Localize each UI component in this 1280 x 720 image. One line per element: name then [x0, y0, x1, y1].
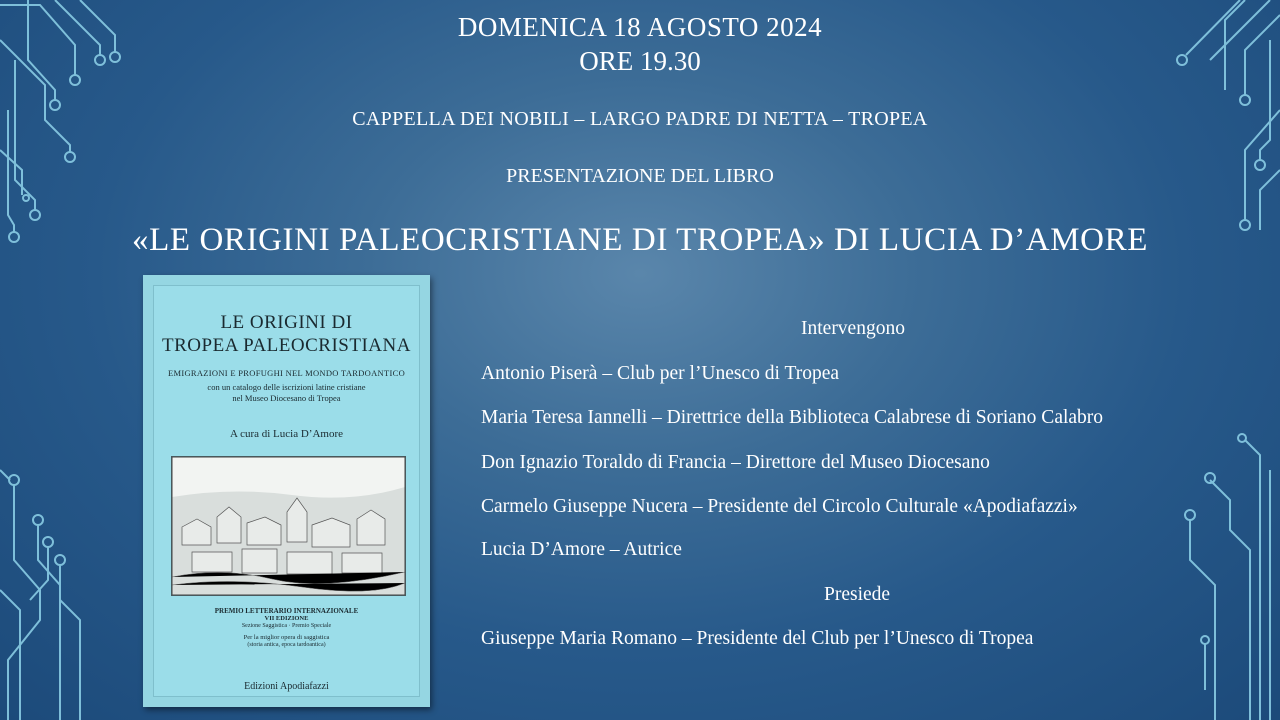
cover-note-line2: (storia antica, epoca tardoantica) — [247, 642, 326, 648]
chair-item: Giuseppe Maria Romano – Presidente del Club per l’Unesco di Tropea — [481, 628, 1034, 649]
speaker-item: Don Ignazio Toraldo di Francia – Direttore del Museo Diocesano — [481, 452, 990, 473]
event-date: DOMENICA 18 AGOSTO 2024 — [457, 12, 823, 42]
book-title-heading: «LE ORIGINI PALEOCRISTIANE DI TROPEA» DI LUCIA D’AMORE — [132, 222, 1148, 258]
cover-publisher: Edizioni Apodiafazzi — [244, 681, 329, 692]
cover-curator: A cura di Lucia D’Amore — [229, 428, 343, 440]
cover-prize-line3: Sezione Saggistica · Premio Speciale — [241, 623, 332, 629]
speaker-item: Carmelo Giuseppe Nucera – Presidente del Circolo Culturale «Apodiafazzi» — [481, 496, 1078, 517]
speaker-item: Maria Teresa Iannelli – Direttrice della Biblioteca Calabrese di Soriano Calabro — [481, 407, 1104, 428]
presentation-label: PRESENTAZIONE DEL LIBRO — [506, 165, 774, 187]
cover-catalog-line1: con un catalogo delle iscrizioni latine cristiane — [207, 382, 366, 392]
cover-prize-line1: PREMIO LETTERARIO INTERNAZIONALE — [214, 607, 359, 615]
event-venue: CAPPELLA DEI NOBILI – LARGO PADRE DI NETTA – TROPEA — [352, 108, 928, 130]
chair-heading: Presiede — [824, 584, 891, 605]
cover-prize-line2: VII EDIZIONE — [264, 615, 309, 622]
speaker-item: Lucia D’Amore – Autrice — [481, 539, 682, 560]
speakers-heading: Intervengono — [801, 318, 905, 339]
cover-town-engraving — [171, 456, 406, 596]
cover-catalog-line2: nel Museo Diocesano di Tropea — [232, 393, 341, 403]
cover-note-line1: Per la miglior opera di saggistica — [243, 634, 330, 641]
cover-title-line2: TROPEA PALEOCRISTIANA — [162, 335, 411, 356]
speaker-item: Antonio Piserà – Club per l’Unesco di Tropea — [481, 363, 840, 384]
book-cover-inner — [153, 285, 420, 697]
event-time: ORE 19.30 — [579, 46, 701, 76]
cover-title-line1: LE ORIGINI DI — [220, 312, 353, 333]
cover-subtitle: EMIGRAZIONI E PROFUGHI NEL MONDO TARDOANTICO — [167, 368, 406, 378]
book-cover — [143, 275, 430, 707]
